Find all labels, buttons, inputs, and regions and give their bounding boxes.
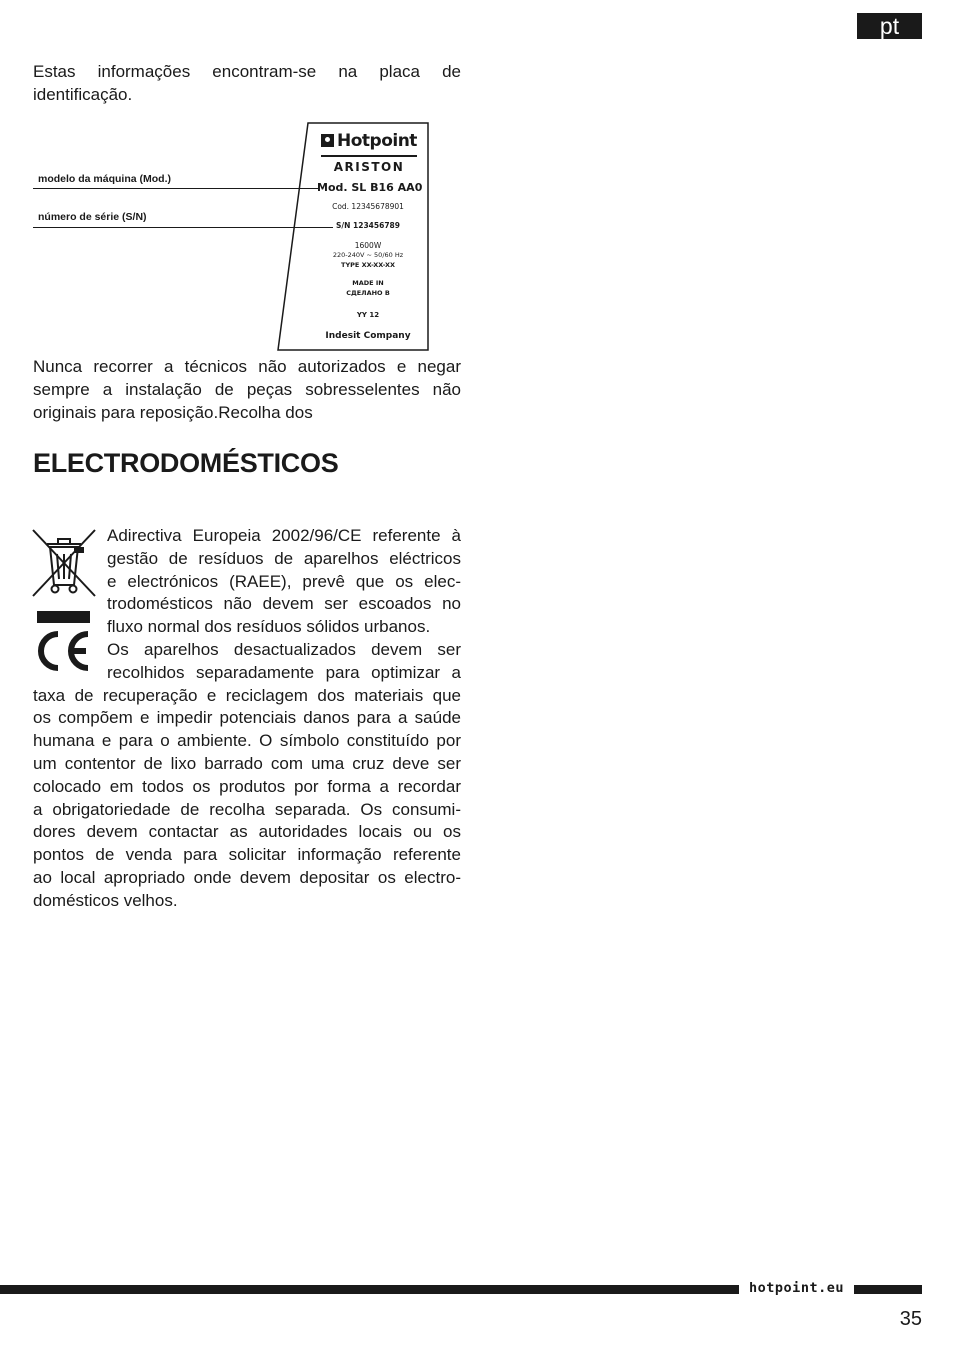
intro-paragraph: Estas informações encontram-se na placa de identificação. bbox=[33, 62, 461, 104]
language-tab: pt bbox=[857, 13, 922, 39]
plate-type: TYPE XX-XX-XX bbox=[341, 261, 395, 269]
footer-bar-left bbox=[0, 1285, 739, 1294]
plate-cod: Cod. 12345678901 bbox=[332, 202, 404, 211]
disposal-line: colocado em todos os produtos por forma a recordar bbox=[33, 776, 461, 796]
disposal-line: um contentor de lixo barrado com uma cruz deve ser bbox=[33, 753, 461, 773]
disposal-line: domésticos velhos. bbox=[33, 890, 178, 910]
plate-year: YY 12 bbox=[356, 311, 380, 319]
plate-serial: S/N 123456789 bbox=[336, 221, 400, 230]
plate-company: Indesit Company bbox=[325, 331, 411, 341]
plate-power: 1600W bbox=[354, 241, 382, 250]
disposal-line: fluxo normal dos resíduos sólidos urbanos. bbox=[107, 617, 431, 637]
plate-brand-divider bbox=[321, 155, 417, 157]
hotpoint-logo-icon bbox=[321, 134, 334, 147]
disposal-line: a obrigatoriedade de recolha separada. Os consumi- bbox=[33, 799, 461, 819]
disposal-line: humana e para o ambiente. O símbolo constituído por bbox=[33, 731, 461, 751]
disposal-line: pontos de venda para solicitar informação referente bbox=[33, 845, 461, 865]
model-label: modelo da máquina (Mod.) bbox=[38, 173, 171, 185]
disposal-line: dores devem contactar as autoridades locais ou os bbox=[33, 822, 461, 842]
footer-site-link[interactable]: hotpoint.eu bbox=[749, 1280, 844, 1296]
plate-made-in: MADE IN bbox=[352, 279, 384, 287]
footer-bar-right bbox=[854, 1285, 922, 1294]
model-pointer-line bbox=[33, 188, 318, 189]
disposal-line: Adirectiva Europeia 2002/96/CE referente à bbox=[107, 526, 461, 545]
disposal-line: trodomésticos não devem ser escoados no bbox=[107, 594, 461, 614]
disposal-line: Os aparelhos desactualizados devem ser bbox=[107, 639, 461, 659]
disposal-line: os compõem e impedir potenciais danos para a saúde bbox=[33, 708, 461, 728]
section-title: ELECTRODOMÉSTICOS bbox=[33, 448, 339, 478]
plate-made-in-ru: СДЕЛАНО В bbox=[346, 289, 390, 297]
identification-plate bbox=[277, 122, 430, 351]
page-number: 35 bbox=[899, 1308, 922, 1330]
disposal-line: gestão de resíduos de aparelhos eléctricos bbox=[107, 548, 461, 568]
disposal-paragraph bbox=[33, 525, 461, 913]
disposal-line: taxa de recuperação e reciclagem dos materiais que bbox=[33, 685, 461, 705]
plate-model: Mod. SL B16 AA0 bbox=[317, 181, 423, 194]
serial-label: número de série (S/N) bbox=[38, 211, 147, 223]
plate-voltage: 220-240V ~ 50/60 Hz bbox=[332, 251, 404, 259]
disposal-line: e electrónicos (RAEE), prevê que os elec- bbox=[107, 571, 461, 591]
warning-paragraph: Nunca recorrer a técnicos não autorizados e negar sempre a instalação de peças sobresselentes não originais para reposição.Recolha dos bbox=[33, 357, 461, 422]
disposal-line: recolhidos separadamente para optimizar a bbox=[107, 662, 461, 682]
disposal-line: ao local apropriado onde devem depositar os electro- bbox=[33, 867, 461, 887]
plate-sub-brand: ARISTON bbox=[333, 160, 405, 174]
plate-brand: Hotpoint bbox=[321, 131, 417, 151]
